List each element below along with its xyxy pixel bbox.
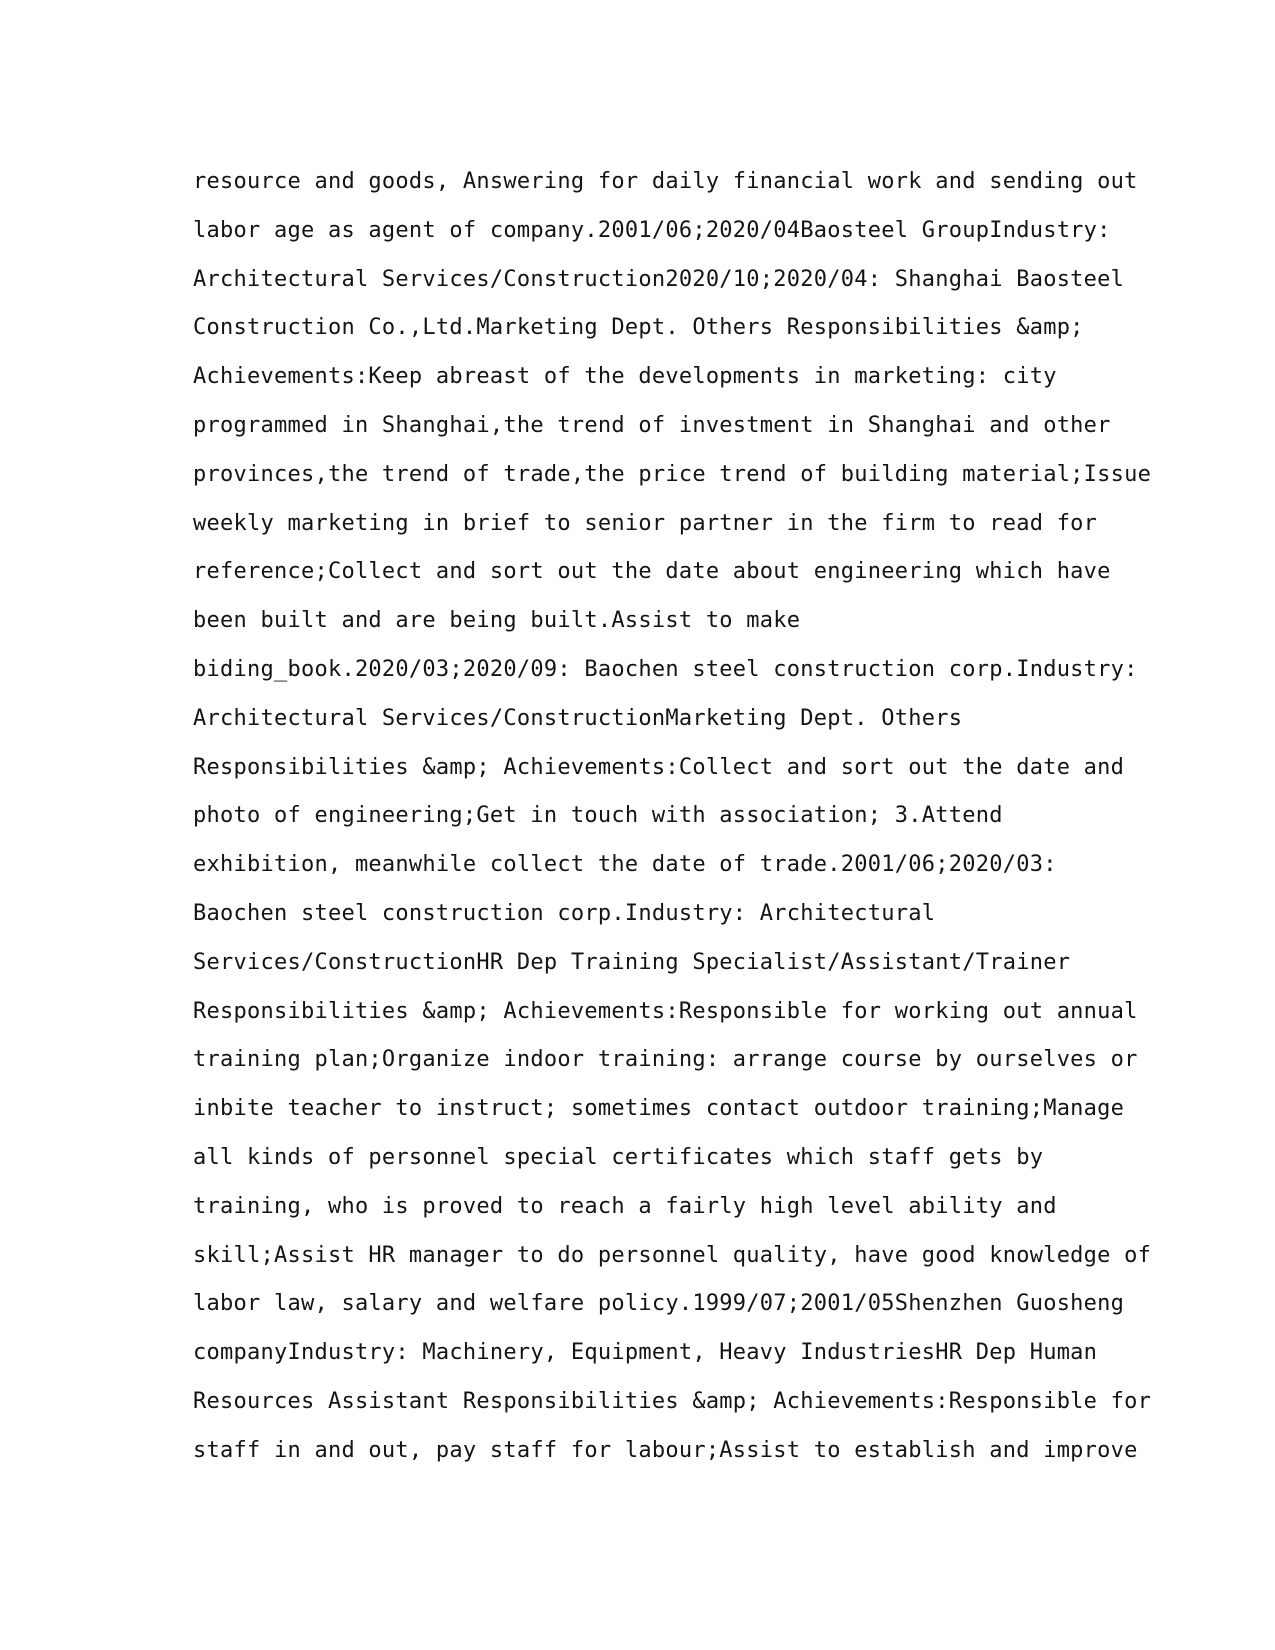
text-line: been built and are being built.Assist to make [193,608,801,634]
text-line: all kinds of personnel special certificates which staff gets by [193,1144,1044,1170]
text-line: Baochen steel construction corp.Industry: Architectural [193,900,936,926]
text-line: Construction Co.,Ltd.Marketing Dept. Others Responsibilities &amp; [193,315,1084,341]
text-line: Services/ConstructionHR Dep Training Specialist/Assistant/Trainer [193,949,1071,975]
text-line: inbite teacher to instruct; sometimes contact outdoor training;Manage [193,1096,1125,1122]
text-line: staff in and out, pay staff for labour;Assist to establish and improve [193,1437,1138,1463]
text-line: Architectural Services/Construction2020/10;2020/04: Shanghai Baosteel [193,266,1125,292]
text-line: Responsibilities &amp; Achievements:Collect and sort out the date and [193,754,1125,780]
text-line: photo of engineering;Get in touch with association; 3.Attend [193,803,1003,829]
text-line: resource and goods, Answering for daily financial work and sending out [193,169,1138,194]
text-line: training, who is proved to reach a fairly high level ability and [193,1193,1057,1219]
text-line: Achievements:Keep abreast of the developments in marketing: city [193,364,1057,390]
text-line: labor law, salary and welfare policy.1999/07;2001/05Shenzhen Guosheng [193,1291,1125,1317]
text-line: companyIndustry: Machinery, Equipment, Heavy IndustriesHR Dep Human [193,1340,1098,1366]
text-line: reference;Collect and sort out the date about engineering which have [193,559,1111,585]
text-line: skill;Assist HR manager to do personnel quality, have good knowledge of [193,1242,1152,1268]
text-line: training plan;Organize indoor training: arrange course by ourselves or [193,1047,1138,1073]
text-line: biding_book.2020/03;2020/09: Baochen steel construction corp.Industry: [193,656,1138,682]
body-text [193,158,1152,1476]
text-line: Responsibilities &amp; Achievements:Responsible for working out annual [193,998,1138,1024]
text-line: Resources Assistant Responsibilities &amp; Achievements:Responsible for [193,1388,1152,1414]
text-line: Architectural Services/ConstructionMarketing Dept. Others [193,705,963,731]
text-line: exhibition, meanwhile collect the date of trade.2001/06;2020/03: [193,852,1057,878]
text-line: labor age as agent of company.2001/06;2020/04Baosteel GroupIndustry: [193,217,1111,243]
text-line: provinces,the trend of trade,the price trend of building material;Issue [193,461,1152,487]
text-line: weekly marketing in brief to senior partner in the firm to read for [193,510,1098,536]
text-line: programmed in Shanghai,the trend of investment in Shanghai and other [193,412,1111,438]
